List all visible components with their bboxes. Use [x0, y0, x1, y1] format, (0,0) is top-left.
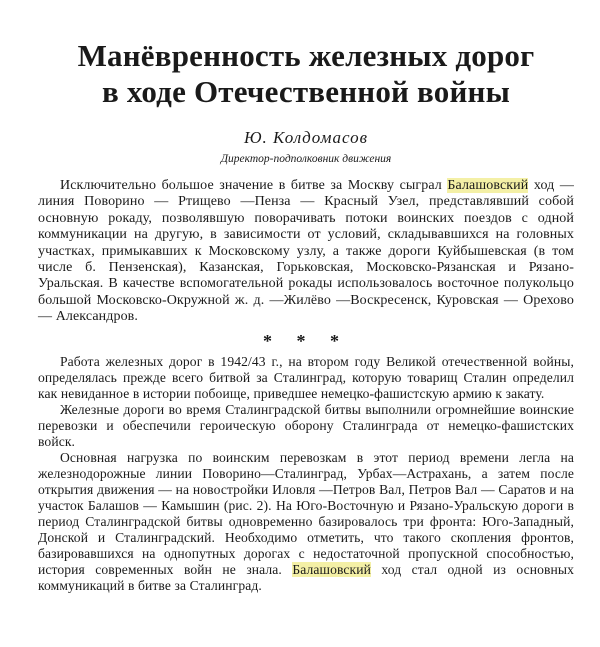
author-name: Ю. Колдомасов — [244, 128, 368, 147]
article-title-line-2: в ходе Отечественной войны — [101, 74, 511, 109]
body-paragraph-2: Железные дороги во время Сталинградской битвы выполнили огромнейшие воинские перевозки и обеспечили героическую оборону Сталинграда от немецко-фашистских войск. — [38, 401, 574, 449]
section-separator: * * * — [263, 330, 349, 351]
para3-text-start: Основная нагрузка по воинским перевозкам в этот период времени легла на железнодорожные линии Поворино—Сталинград, Урбах—Астрахань, а затем после открытия движения — на новостройки Иловля —Петров Вал, Петров Вал — Саратов и на участок Балашов — Камышин (рис. 2). На Юго-Восточную и Рязано-Уральскую дороги в период Сталинградской битвы одновременно базировалось три фронта: Юго-Западный, Донской и Сталинградский. Необходимо отметить, что такого скопления фронтов, базировавшихся на однопутных дорогах с недостаточной пропускной способностью, история современных войн не знала. — [38, 449, 574, 577]
body-paragraph-1: Работа железных дорог в 1942/43 г., на втором году Великой отечественной войны, определялась прежде всего битвой за Сталинград, которую товарищ Сталин определил как невиданное в истории побоище, приведшее немецко-фашистскую армию к закату. — [38, 353, 574, 401]
highlighted-term: Балашовский — [447, 178, 529, 193]
highlighted-term: Балашовский — [292, 561, 371, 577]
para3-text-rest: ход стал одной из основных коммуникаций в битве за Сталинград. — [38, 561, 574, 593]
article-title-line-1: Манёвренность железных дорог — [77, 38, 535, 73]
body-paragraph-3 — [38, 450, 574, 594]
article-title — [38, 38, 574, 110]
intro-text-start: Исключительно большое значение в битве за Москву сыграл — [60, 178, 448, 193]
intro-paragraph — [38, 178, 574, 326]
intro-text-rest: ход — линия Поворино — Ртищево —Пенза — Красный Узел, представлявший собой основную рокаду, позволявшую поворачивать потоки воинских поездов с одной коммуникации на другую, в зависимости от условий, складывавшихся на головных участках, примыкавших к Московскому узлу, а также дороги Куйбышевская (в том числе б. Пензенская), Казанская, Горьковская, Московско-Рязанская и Рязано-Уральская. В качестве вспомогательной рокады использовалось восточное полукольцо большой Московско-Окружной ж. д. —Жилёво —Воскресенск, Куровская — Орехово — Александров. — [38, 178, 574, 325]
author-role: Директор-подполковник движения — [220, 153, 392, 165]
